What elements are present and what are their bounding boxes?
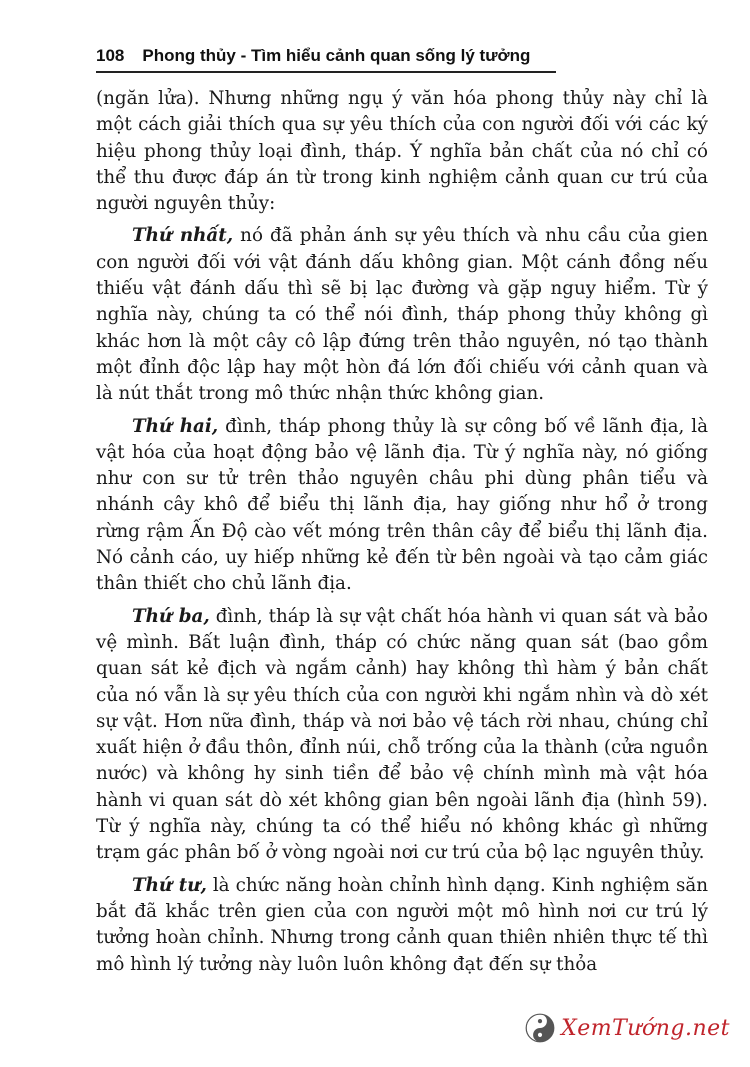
site-watermark <box>525 1013 730 1043</box>
paragraph-third <box>96 604 708 867</box>
paragraph-text: là chức năng hoàn chỉnh hình dạng. Kinh nghiệm săn bắt đã khắc trên gien của con người một mô hình nơi cư trú lý tưởng hoàn chỉnh. Nhưng trong cảnh quan thiên nhiên thực tế thì mô hình lý tưởng này luôn luôn không đạt đến sự thỏa <box>96 874 708 975</box>
paragraph-text: nó đã phản ánh sự yêu thích và nhu cầu của gien con người đối với vật đánh dấu không gian. Một cánh đồng nếu thiếu vật đánh dấu thì sẽ bị lạc đường và gặp nguy hiểm. Từ ý nghĩa này, chúng ta có thể nói đình, tháp phong thủy không gì khác hơn là một cây cô lập đứng trên thảo nguyên, nó tạo thành một đỉnh độc lập hay một hòn đá lớn đối chiếu với cảnh quan và là nút thắt trong mô thức nhận thức không gian. <box>96 225 708 405</box>
paragraph-intro <box>96 86 708 217</box>
paragraph-lead: Thứ nhất, <box>132 225 234 247</box>
paragraph-fourth <box>96 873 708 978</box>
body-text <box>96 86 708 984</box>
running-title: Phong thủy - Tìm hiểu cảnh quan sống lý tưởng <box>142 46 531 65</box>
paragraph-lead: Thứ tư, <box>132 874 207 896</box>
watermark-text: XemTướng.net <box>561 1015 730 1041</box>
paragraph-second <box>96 414 708 598</box>
yin-yang-icon <box>525 1013 555 1043</box>
paragraph-text: đình, tháp là sự vật chất hóa hành vi quan sát và bảo vệ mình. Bất luận đình, tháp có chức năng quan sát (bao gồm quan sát kẻ địch và ngắm cảnh) hay không thì hàm ý bản chất của nó vẫn là sự yêu thích của con người khi ngắm nhìn và dò xét sự vật. Hơn nữa đình, tháp và nơi bảo vệ tách rời nhau, chúng chỉ xuất hiện ở đầu thôn, đỉnh núi, chỗ trống của la thành (cửa nguồn nước) và không hy sinh tiền để bảo vệ chính mình mà vật hóa hành vi quan sát dò xét không gian bên ngoài lãnh địa (hình 59). Từ ý nghĩa này, chúng ta có thể hiểu nó không khác gì những trạm gác phân bố ở vòng ngoài nơi cư trú của bộ lạc nguyên thủy. <box>96 605 708 864</box>
paragraph-text: (ngăn lửa). Nhưng những ngụ ý văn hóa phong thủy này chỉ là một cách giải thích qua sự yêu thích của con người đối với các ký hiệu phong thủy loại đình, tháp. Ý nghĩa bản chất của nó chỉ có thể thu được đáp án từ trong kinh nghiệm cảnh quan cư trú của người nguyên thủy: <box>96 88 708 215</box>
running-header <box>96 46 556 73</box>
page-number: 108 <box>96 46 125 65</box>
paragraph-lead: Thứ hai, <box>132 415 219 437</box>
paragraph-text: đình, tháp phong thủy là sự công bố về lãnh địa, là vật hóa của hoạt động bảo vệ lãnh địa. Từ ý nghĩa này, nó giống như con sư tử trên thảo nguyên châu phi dùng phân tiểu và nhánh cây khô để biểu thị lãnh địa, hay giống như hổ ở trong rừng rậm Ấn Độ cào vết móng trên thân cây để biểu thị lãnh địa. Nó cảnh cáo, uy hiếp những kẻ đến từ bên ngoài và tạo cảm giác thân thiết cho chủ lãnh địa. <box>96 415 708 595</box>
paragraph-lead: Thứ ba, <box>132 605 210 627</box>
paragraph-first <box>96 223 708 407</box>
